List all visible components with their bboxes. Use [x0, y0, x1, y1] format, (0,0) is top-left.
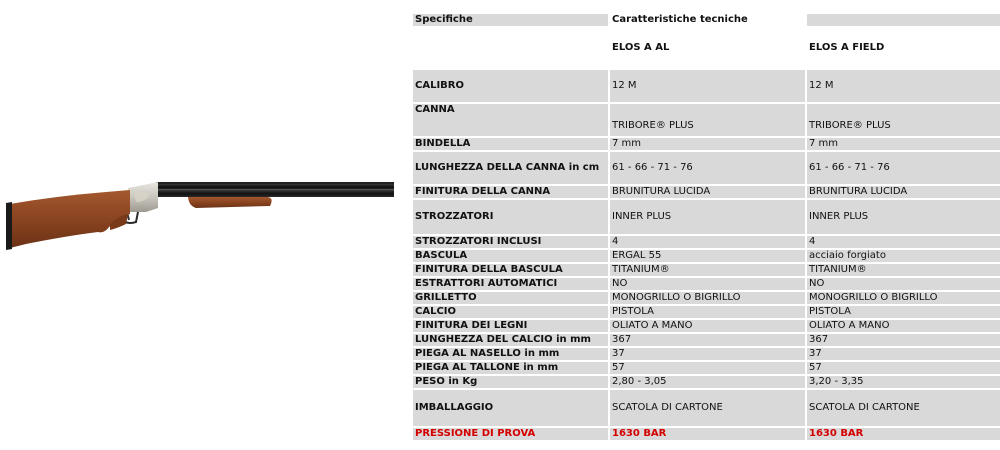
row-label: FINITURA DELLA BASCULA [413, 264, 608, 276]
row-value-elos-a-al: 7 mm [610, 138, 805, 150]
row-value-elos-a-al: OLIATO A MANO [610, 320, 805, 332]
table-row [413, 200, 1000, 234]
table-row [413, 292, 1000, 304]
row-label: PIEGA AL TALLONE in mm [413, 362, 608, 374]
row-value-elos-a-al: INNER PLUS [610, 200, 805, 234]
table-row [413, 236, 1000, 248]
row-label: GRILLETTO [413, 292, 608, 304]
specifications-table [411, 12, 1000, 442]
row-label: CALCIO [413, 306, 608, 318]
row-value-elos-a-al: 4 [610, 236, 805, 248]
row-value-elos-a-field: 1630 BAR [807, 428, 1000, 440]
row-label: CALIBRO [413, 70, 608, 102]
table-row [413, 104, 1000, 136]
table-row [413, 334, 1000, 346]
table-header-row [413, 14, 1000, 26]
row-value-elos-a-al: 1630 BAR [610, 428, 805, 440]
row-value-elos-a-field: BRUNITURA LUCIDA [807, 186, 1000, 198]
row-label: PESO in Kg [413, 376, 608, 388]
row-label: ESTRATTORI AUTOMATICI [413, 278, 608, 290]
row-value-elos-a-al: BRUNITURA LUCIDA [610, 186, 805, 198]
table-row [413, 264, 1000, 276]
row-label: LUNGHEZZA DELLA CANNA in cm [413, 152, 608, 184]
row-value-elos-a-field: NO [807, 278, 1000, 290]
table-row [413, 320, 1000, 332]
table-row [413, 376, 1000, 388]
row-value-elos-a-al: PISTOLA [610, 306, 805, 318]
row-value-elos-a-al: 367 [610, 334, 805, 346]
row-value-elos-a-al: TITANIUM® [610, 264, 805, 276]
models-label [413, 28, 608, 68]
row-label: FINITURA DELLA CANNA [413, 186, 608, 198]
row-value-elos-a-field: TRIBORE® PLUS [807, 104, 1000, 136]
table-row [413, 152, 1000, 184]
table-row [413, 278, 1000, 290]
row-value-elos-a-field: 3,20 - 3,35 [807, 376, 1000, 388]
row-value-elos-a-field: 12 M [807, 70, 1000, 102]
table-row [413, 138, 1000, 150]
row-label: LUNGHEZZA DEL CALCIO in mm [413, 334, 608, 346]
header-specifiche: Specifiche [413, 14, 608, 26]
row-label: STROZZATORI [413, 200, 608, 234]
row-label: BINDELLA [413, 138, 608, 150]
row-label: PRESSIONE DI PROVA [413, 428, 608, 440]
row-value-elos-a-field: INNER PLUS [807, 200, 1000, 234]
row-value-elos-a-field: PISTOLA [807, 306, 1000, 318]
row-label: BASCULA [413, 250, 608, 262]
row-label: FINITURA DEI LEGNI [413, 320, 608, 332]
table-row [413, 306, 1000, 318]
row-label: PIEGA AL NASELLO in mm [413, 348, 608, 360]
row-value-elos-a-field: 4 [807, 236, 1000, 248]
row-value-elos-a-field: 37 [807, 348, 1000, 360]
table-row [413, 362, 1000, 374]
row-value-elos-a-field: OLIATO A MANO [807, 320, 1000, 332]
table-row [413, 348, 1000, 360]
table-row [413, 428, 1000, 440]
model-elos-a-field: ELOS A FIELD [809, 42, 885, 53]
row-value-elos-a-field: 61 - 66 - 71 - 76 [807, 152, 1000, 184]
row-label: STROZZATORI INCLUSI [413, 236, 608, 248]
row-value-elos-a-field: 367 [807, 334, 1000, 346]
row-value-elos-a-al: ERGAL 55 [610, 250, 805, 262]
row-label: IMBALLAGGIO [413, 390, 608, 426]
row-value-elos-a-al: 12 M [610, 70, 805, 102]
row-value-elos-a-field: SCATOLA DI CARTONE [807, 390, 1000, 426]
row-value-elos-a-al: 2,80 - 3,05 [610, 376, 805, 388]
table-row [413, 390, 1000, 426]
shotgun-image [6, 178, 398, 254]
row-value-elos-a-al: SCATOLA DI CARTONE [610, 390, 805, 426]
row-value-elos-a-field: acciaio forgiato [807, 250, 1000, 262]
table-row [413, 186, 1000, 198]
row-value-elos-a-al: 37 [610, 348, 805, 360]
row-value-elos-a-field: MONOGRILLO O BIGRILLO [807, 292, 1000, 304]
row-value-elos-a-al: 57 [610, 362, 805, 374]
table-row [413, 250, 1000, 262]
header-caratteristiche: Caratteristiche tecniche [612, 14, 748, 25]
row-label: CANNA [413, 104, 608, 136]
row-value-elos-a-field: TITANIUM® [807, 264, 1000, 276]
header-blank [807, 14, 1000, 26]
row-value-elos-a-field: 57 [807, 362, 1000, 374]
row-value-elos-a-al: NO [610, 278, 805, 290]
table-row [413, 70, 1000, 102]
row-value-elos-a-al: MONOGRILLO O BIGRILLO [610, 292, 805, 304]
models-row [413, 28, 1000, 68]
row-value-elos-a-al: 61 - 66 - 71 - 76 [610, 152, 805, 184]
model-elos-a-al: ELOS A AL [612, 42, 670, 53]
row-value-elos-a-field: 7 mm [807, 138, 1000, 150]
row-value-elos-a-al: TRIBORE® PLUS [610, 104, 805, 136]
